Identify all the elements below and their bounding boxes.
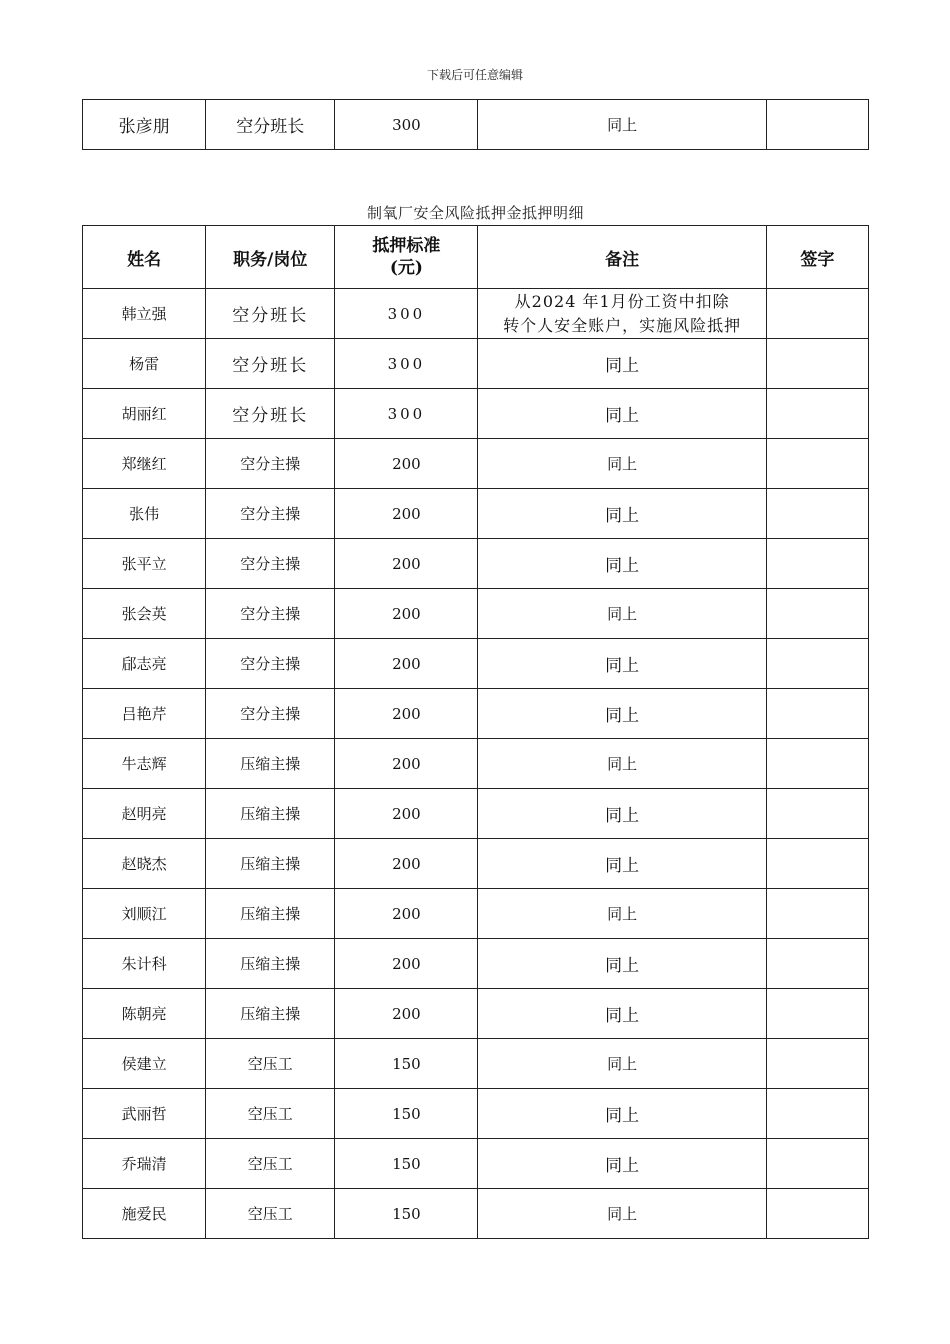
name-cell: 张伟	[83, 489, 206, 539]
amount-cell: 200	[335, 539, 478, 589]
note-cell: 同上	[478, 889, 766, 939]
name-cell: 施爱民	[83, 1189, 206, 1239]
position-cell: 空分班长	[206, 389, 335, 439]
deposit-table	[82, 225, 869, 1239]
signature-cell	[766, 839, 868, 889]
table-row	[83, 439, 869, 489]
name-cell: 陈朝亮	[83, 989, 206, 1039]
table-header-row	[83, 226, 869, 289]
table-row	[83, 1139, 869, 1189]
column-header-note: 备注	[478, 226, 766, 289]
note-cell: 同上	[478, 1039, 766, 1089]
position-cell: 空分班长	[206, 289, 335, 339]
table-row	[83, 539, 869, 589]
note-cell: 同上	[478, 589, 766, 639]
table-row	[83, 589, 869, 639]
table-row	[83, 1189, 869, 1239]
name-cell: 郑继红	[83, 439, 206, 489]
column-header-amount	[335, 226, 478, 289]
table-row	[83, 739, 869, 789]
amount-cell: 300	[335, 289, 478, 339]
note-line: 转个人安全账户，实施风险抵押	[503, 315, 742, 335]
name-cell: 杨雷	[83, 339, 206, 389]
name-cell: 乔瑞清	[83, 1139, 206, 1189]
name-cell: 胡丽红	[83, 389, 206, 439]
table-row	[83, 389, 869, 439]
note-cell: 同上	[478, 1189, 766, 1239]
name-cell: 武丽哲	[83, 1089, 206, 1139]
name-cell: 韩立强	[83, 289, 206, 339]
name-cell: 张彦朋	[83, 100, 206, 150]
amount-cell: 200	[335, 989, 478, 1039]
amount-cell: 300	[335, 339, 478, 389]
table-row	[83, 889, 869, 939]
signature-cell	[766, 989, 868, 1039]
table-row	[83, 489, 869, 539]
note-cell: 同上	[478, 789, 766, 839]
note-cell: 同上	[478, 639, 766, 689]
table-row	[83, 839, 869, 889]
signature-cell	[766, 889, 868, 939]
name-cell: 张会英	[83, 589, 206, 639]
table-row	[83, 689, 869, 739]
table-row	[83, 989, 869, 1039]
name-cell: 赵晓杰	[83, 839, 206, 889]
amount-cell: 200	[335, 839, 478, 889]
position-cell: 空分班长	[206, 100, 335, 150]
amount-cell: 200	[335, 739, 478, 789]
position-cell: 空压工	[206, 1189, 335, 1239]
amount-cell: 200	[335, 689, 478, 739]
note-cell: 同上	[478, 839, 766, 889]
signature-cell	[766, 939, 868, 989]
note-cell: 同上	[478, 1139, 766, 1189]
note-cell: 同上	[478, 389, 766, 439]
signature-cell	[766, 689, 868, 739]
signature-cell	[766, 489, 868, 539]
amount-cell: 150	[335, 1189, 478, 1239]
table-title: 制氧厂安全风险抵押金抵押明细	[366, 204, 584, 222]
note-cell: 同上	[478, 1089, 766, 1139]
signature-cell	[766, 389, 868, 439]
note-cell: 同上	[478, 339, 766, 389]
continued-table	[82, 99, 869, 150]
position-cell: 压缩主操	[206, 789, 335, 839]
amount-cell: 300	[335, 100, 478, 150]
table-body	[83, 289, 869, 1239]
name-cell: 吕艳芹	[83, 689, 206, 739]
table-row	[83, 639, 869, 689]
signature-cell	[766, 1089, 868, 1139]
amount-cell: 200	[335, 639, 478, 689]
amount-cell: 200	[335, 439, 478, 489]
amount-cell: 300	[335, 389, 478, 439]
column-header-position: 职务/岗位	[206, 226, 335, 289]
name-cell: 牛志辉	[83, 739, 206, 789]
signature-cell	[766, 639, 868, 689]
amount-cell: 150	[335, 1139, 478, 1189]
note-cell: 同上	[478, 100, 766, 150]
column-header-amount-line2: (元)	[389, 258, 423, 278]
table-row	[83, 1039, 869, 1089]
position-cell: 空分主操	[206, 589, 335, 639]
name-cell: 郈志亮	[83, 639, 206, 689]
table-row	[83, 339, 869, 389]
name-cell: 赵明亮	[83, 789, 206, 839]
page-header-note: 下载后可任意编辑	[426, 68, 523, 82]
position-cell: 压缩主操	[206, 889, 335, 939]
note-cell: 同上	[478, 739, 766, 789]
column-header-amount-line1: 抵押标准	[372, 236, 441, 256]
note-cell: 同上	[478, 539, 766, 589]
amount-cell: 150	[335, 1039, 478, 1089]
position-cell: 空分主操	[206, 439, 335, 489]
signature-cell	[766, 1039, 868, 1089]
position-cell: 压缩主操	[206, 989, 335, 1039]
signature-cell	[766, 789, 868, 839]
name-cell: 张平立	[83, 539, 206, 589]
position-cell: 空分主操	[206, 689, 335, 739]
table-row	[83, 289, 869, 339]
position-cell: 空分班长	[206, 339, 335, 389]
column-header-name: 姓名	[83, 226, 206, 289]
note-cell: 同上	[478, 489, 766, 539]
signature-cell	[766, 1139, 868, 1189]
position-cell: 空压工	[206, 1039, 335, 1089]
note-line: 从2024 年1月份工资中扣除	[514, 291, 730, 311]
signature-cell	[766, 339, 868, 389]
amount-cell: 200	[335, 489, 478, 539]
table-row	[83, 100, 869, 150]
table-row	[83, 939, 869, 989]
position-cell: 空压工	[206, 1089, 335, 1139]
signature-cell	[766, 739, 868, 789]
name-cell: 朱计科	[83, 939, 206, 989]
position-cell: 空分主操	[206, 489, 335, 539]
signature-cell	[766, 539, 868, 589]
amount-cell: 200	[335, 589, 478, 639]
position-cell: 空压工	[206, 1139, 335, 1189]
signature-cell	[766, 589, 868, 639]
position-cell: 压缩主操	[206, 839, 335, 889]
position-cell: 空分主操	[206, 539, 335, 589]
name-cell: 刘顺江	[83, 889, 206, 939]
signature-cell	[766, 289, 868, 339]
signature-cell	[766, 100, 868, 150]
note-cell	[478, 289, 766, 339]
name-cell: 侯建立	[83, 1039, 206, 1089]
note-cell: 同上	[478, 689, 766, 739]
note-cell: 同上	[478, 939, 766, 989]
table-row	[83, 1089, 869, 1139]
position-cell: 压缩主操	[206, 739, 335, 789]
signature-cell	[766, 1189, 868, 1239]
amount-cell: 150	[335, 1089, 478, 1139]
column-header-signature: 签字	[766, 226, 868, 289]
signature-cell	[766, 439, 868, 489]
position-cell: 空分主操	[206, 639, 335, 689]
amount-cell: 200	[335, 939, 478, 989]
note-cell: 同上	[478, 439, 766, 489]
note-cell: 同上	[478, 989, 766, 1039]
amount-cell: 200	[335, 889, 478, 939]
amount-cell: 200	[335, 789, 478, 839]
table-row	[83, 789, 869, 839]
position-cell: 压缩主操	[206, 939, 335, 989]
